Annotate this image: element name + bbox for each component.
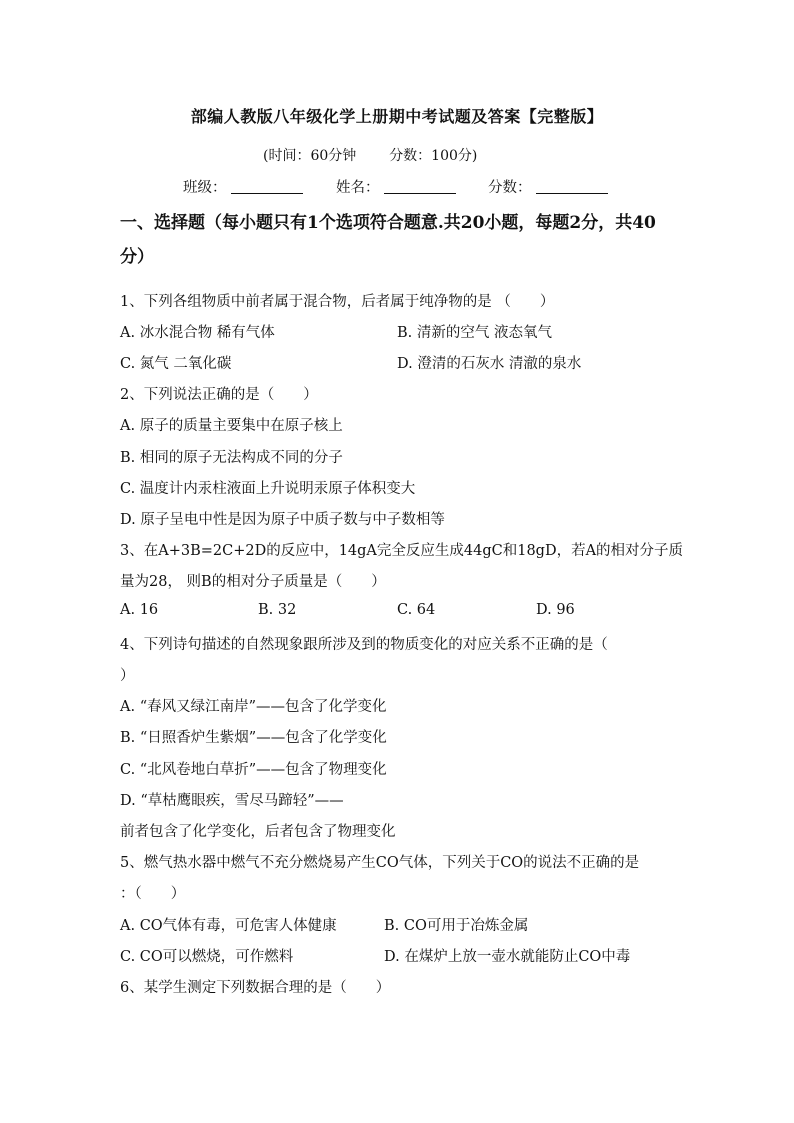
exam-meta xyxy=(263,145,477,165)
q1-option-a: A. 冰水混合物 稀有气体 xyxy=(120,325,275,341)
score-label: 分数： xyxy=(488,180,532,196)
q2-option-d: D. 原子呈电中性是因为原子中质子数与中子数相等 xyxy=(120,512,445,528)
q3-option-d: D. 96 xyxy=(536,602,575,618)
q5-option-b: B. CO可用于冶炼金属 xyxy=(384,918,529,934)
score-field xyxy=(488,176,608,197)
name-blank[interactable] xyxy=(384,179,456,194)
name-field xyxy=(336,176,456,197)
q1-option-b: B. 清新的空气 液态氧气 xyxy=(397,325,552,341)
q1-stem: 1、下列各组物质中前者属于混合物，后者属于纯净物的是 （ ） xyxy=(120,294,555,310)
q3-option-c: C. 64 xyxy=(397,602,436,618)
q5-option-a: A. CO气体有毒，可危害人体健康 xyxy=(120,918,337,934)
class-label: 班级： xyxy=(183,180,227,196)
q4-option-b: B. “日照香炉生紫烟”——包含了化学变化 xyxy=(120,730,387,746)
time-limit: (时间：60分钟 xyxy=(263,148,357,164)
score-blank[interactable] xyxy=(536,179,608,194)
q6-stem: 6、某学生测定下列数据合理的是（ ） xyxy=(120,980,391,996)
section-heading: 一、选择题（每小题只有1个选项符合题意.共20小题，每题2分，共40分） xyxy=(120,213,656,267)
q2-option-a: A. 原子的质量主要集中在原子核上 xyxy=(120,418,343,434)
name-label: 姓名： xyxy=(336,180,380,196)
q3-option-b: B. 32 xyxy=(258,602,297,618)
q4-option-a: A. “春风又绿江南岸”——包含了化学变化 xyxy=(120,699,387,715)
q2-option-b: B. 相同的原子无法构成不同的分子 xyxy=(120,450,343,466)
q5-option-d: D. 在煤炉上放一壶水就能防止CO中毒 xyxy=(384,949,631,965)
q1-option-c: C. 氮气 二氧化碳 xyxy=(120,356,232,372)
q4-stem-line2: ） xyxy=(120,668,135,684)
class-blank[interactable] xyxy=(231,179,303,194)
class-field xyxy=(183,176,303,197)
q3-stem-line2: 量为28， 则B的相对分子质量是（ ） xyxy=(120,574,386,590)
q5-option-c: C. CO可以燃烧，可作燃料 xyxy=(120,949,294,965)
q3-option-a: A. 16 xyxy=(120,602,159,618)
q2-stem: 2、下列说法正确的是（ ） xyxy=(120,387,318,403)
q4-stem-line1: 4、下列诗句描述的自然现象跟所涉及到的物质变化的对应关系不正确的是（ xyxy=(120,637,608,653)
total-score: 分数：100分) xyxy=(389,148,478,164)
q2-option-c: C. 温度计内汞柱液面上升说明汞原子体积变大 xyxy=(120,481,416,497)
exam-title: 部编人教版八年级化学上册期中考试题及答案【完整版】 xyxy=(190,107,604,126)
q4-option-c: C. “北风卷地白草折”——包含了物理变化 xyxy=(120,762,387,778)
q5-stem-line1: 5、燃气热水器中燃气不充分燃烧易产生CO气体，下列关于CO的说法不正确的是 xyxy=(120,855,640,871)
q4-option-d-line1: D. “草枯鹰眼疾，雪尽马蹄轻”—— xyxy=(120,793,344,809)
q4-option-d-line2: 前者包含了化学变化，后者包含了物理变化 xyxy=(120,824,396,840)
q1-option-d: D. 澄清的石灰水 清澈的泉水 xyxy=(397,356,582,372)
q5-stem-line2: ：（ ） xyxy=(120,886,186,902)
q3-stem-line1: 3、在A+3B=2C+2D的反应中，14gA完全反应生成44gC和18gD，若A的相对分子质 xyxy=(120,543,684,559)
